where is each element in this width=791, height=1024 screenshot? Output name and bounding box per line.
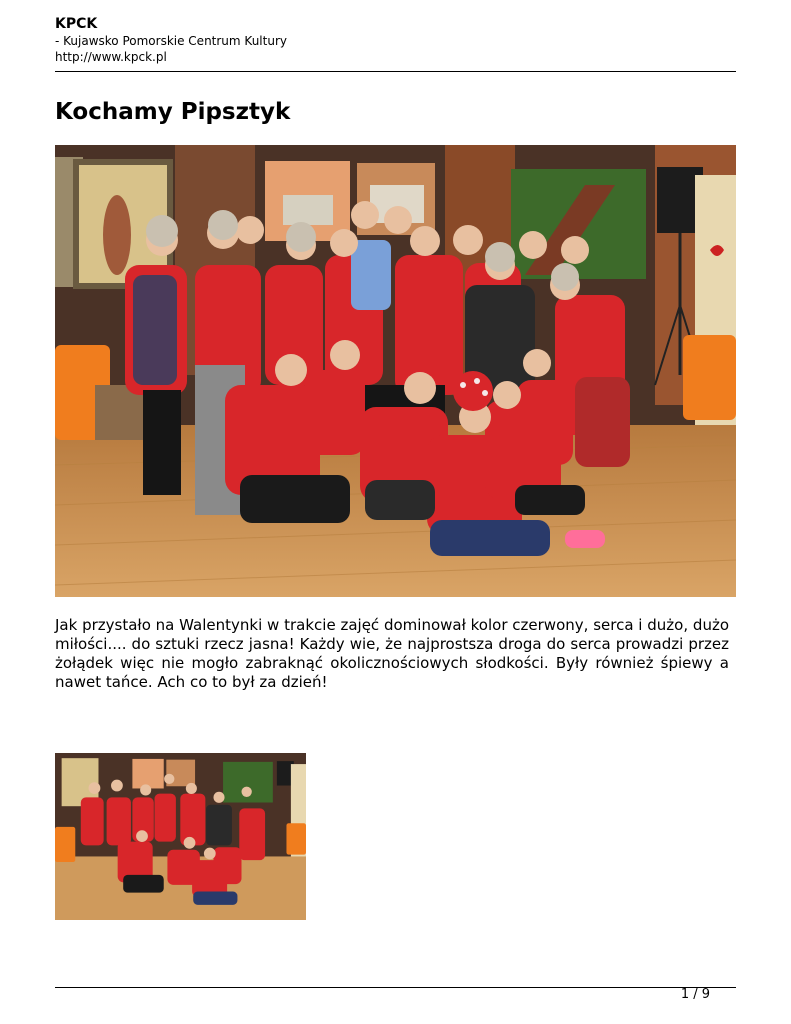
article-body: Jak przystało na Walentynki w trakcie zajęć dominował kolor czerwony, serca i dużo, dużo miłości.... do sztuki rzecz jasna! Każdy wie, że najprostsza droga do serca prowadzi przez żołądek więc nie mogło zabraknąć okolicznościowych słodkości. Były również śpiewy a nawet tańce. Ach co to był za dzień! [55,616,729,691]
page-header [55,16,736,65]
main-photo [55,145,736,597]
article-title: Kochamy Pipsztyk [55,99,291,125]
header-divider [55,71,736,72]
org-url-link[interactable]: http://www.kpck.pl [55,50,167,64]
org-short-name: KPCK [55,16,98,32]
group-photo-thumbnail-image [55,753,306,920]
org-full-name: - Kujawsko Pomorskie Centrum Kultury [55,34,287,48]
group-photo-image [55,145,736,597]
footer-divider [55,987,736,988]
page-number: 1 / 9 [680,987,710,1002]
thumbnail-photo[interactable] [55,753,306,920]
